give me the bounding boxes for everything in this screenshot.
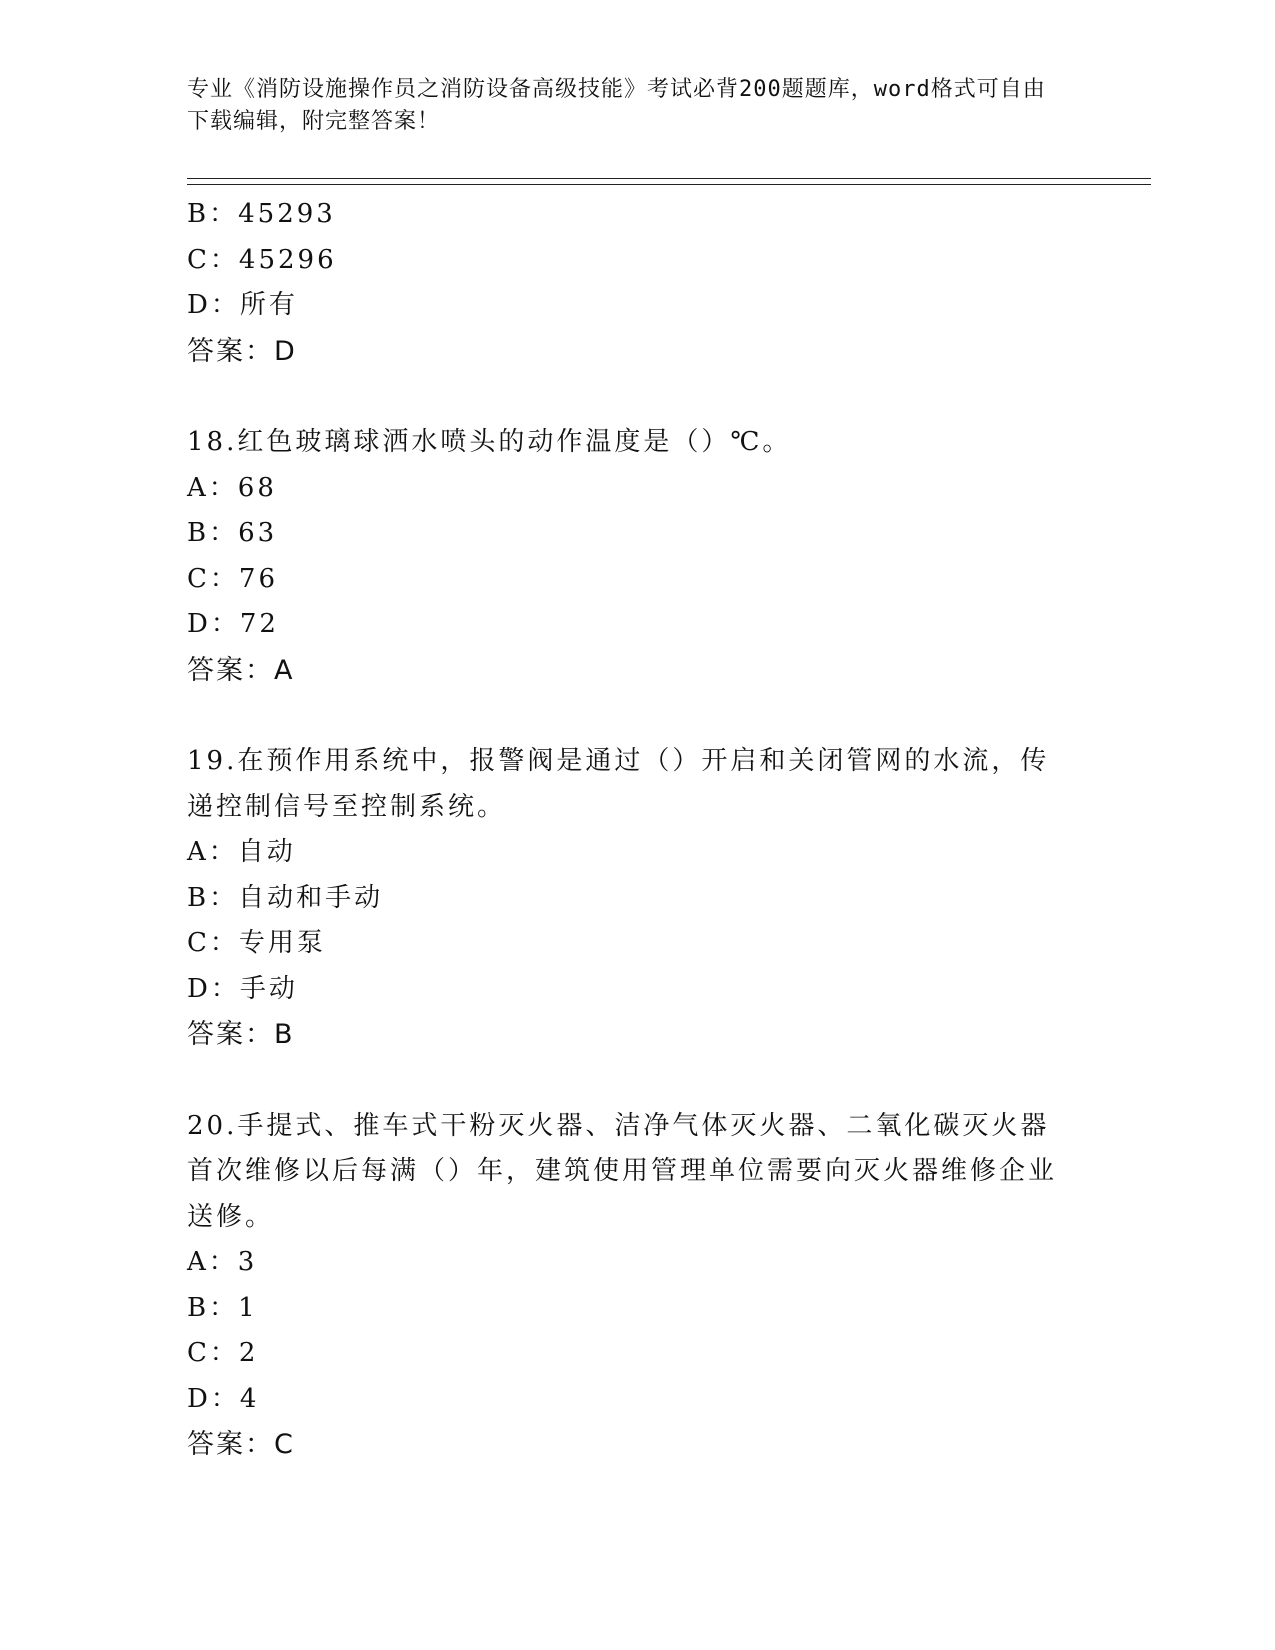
option-c: C：76 <box>187 563 278 594</box>
question-18 <box>187 420 1087 693</box>
option-c: C：45296 <box>187 244 337 275</box>
option-b: B：自动和手动 <box>187 882 384 913</box>
header-divider <box>187 178 1151 185</box>
answer: 答案：B <box>187 1019 295 1050</box>
document-body <box>187 192 1087 1468</box>
option-b: B：45293 <box>187 199 336 229</box>
answer: 答案：D <box>187 335 297 367</box>
question-20 <box>187 1104 1087 1468</box>
option-a: A：3 <box>187 1247 258 1277</box>
question-stem: 19.在预作用系统中，报警阀是通过（）开启和关闭管网的水流，传递控制信号至控制系统。 <box>187 746 1050 822</box>
option-d: D：手动 <box>187 973 298 1004</box>
option-a: A：68 <box>187 472 277 503</box>
question-stem: 18.红色玻璃球洒水喷头的动作温度是（）℃。 <box>187 427 792 457</box>
document-header: 专业《消防设施操作员之消防设备高级技能》考试必背200题题库，word格式可自由下载编辑，附完整答案！ <box>187 77 1046 134</box>
option-b: B：1 <box>187 1292 258 1323</box>
option-d: D：所有 <box>187 290 298 320</box>
question-stem: 20.手提式、推车式干粉灭火器、洁净气体灭火器、二氧化碳灭火器首次维修以后每满（）年，建筑使用管理单位需要向灭火器维修企业送修。 <box>187 1110 1058 1232</box>
question-19 <box>187 739 1087 1058</box>
option-d: D：72 <box>187 609 279 639</box>
option-d: D：4 <box>187 1383 260 1414</box>
answer: 答案：A <box>187 654 295 686</box>
option-c: C：专用泵 <box>187 928 326 958</box>
option-c: C：2 <box>187 1338 259 1368</box>
option-a: A：自动 <box>187 837 296 867</box>
question-17-continuation <box>187 192 1087 374</box>
answer: 答案：C <box>187 1429 295 1460</box>
option-b: B：63 <box>187 518 278 548</box>
